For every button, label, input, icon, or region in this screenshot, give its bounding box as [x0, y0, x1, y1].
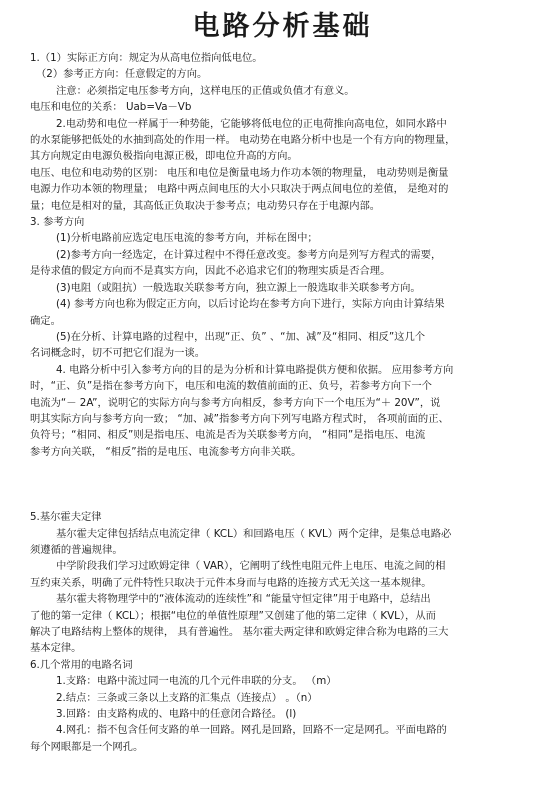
text-line: 1.支路：电路中流过同一电流的几个元件串联的分支。 （m） [56, 675, 337, 688]
text-line: 须遵循的普遍规律。 [30, 543, 123, 556]
text-line: 基尔霍夫将物理学中的“液体流动的连续性”和 “能量守恒定律”用于电路中，总结出 [56, 593, 431, 606]
text-line: 4. 电路分析中引入参考方向的目的是为分析和计算电路提供方便和依据。 应用参考方向 [56, 363, 454, 376]
text-line: 的水泵能够把低处的水抽到高处的作用一样。 电动势在电路分析中也是一个有方向的物理量， [30, 134, 456, 147]
document-body [30, 50, 535, 755]
text-line: 互约束关系，明确了元件特性只取决于元件本身而与电路的连接方式无关这一基本规律。 [30, 576, 432, 589]
text-line: 其方向规定由电源负极指向电源正极，即电位升高的方向。 [30, 150, 298, 163]
text-line: 电压、电位和电动势的区别： 电压和电位是衡量电场力作功本领的物理量， 电动势则是衡量 [30, 166, 449, 179]
text-line: 解决了电路结构上整体的规律， 具有普遍性。 基尔霍夫两定律和欧姆定律合称为电路的三大 [30, 626, 449, 638]
text-line: （2）参考正方向：任意假定的方向。 [36, 68, 208, 81]
text-line: (4) 参考方向也称为假定正方向，以后讨论均在参考方向下进行，实际方向由计算结果 [56, 298, 445, 311]
text-line: 是待求值的假定方向而不是真实方向，因此不必追求它们的物理实质是否合理。 [30, 265, 391, 278]
text-line: (2)参考方向一经选定，在计算过程中不得任意改变。参考方向是列写方程式的需要， [56, 248, 442, 261]
text-line: (1)分析电路前应选定电压电流的参考方向，并标在图中； [56, 232, 318, 245]
text-line: 电流为“－ 2A”，说明它的实际方向与参考方向相反，参考方向下一个电压为“＋ 20V”，说 [30, 396, 441, 409]
text-line: 时，“正、负”是指在参考方向下，电压和电流的数值前面的正、负号，若参考方向下一个 [30, 380, 432, 393]
text-line: (3)电阻（或阻抗）一般选取关联参考方向，独立源上一般选取非关联参考方向。 [56, 281, 421, 294]
text-line: 电压和电位的关系： Uab=Va－Vb [30, 101, 192, 114]
text-line: 5.基尔霍夫定律 [30, 511, 102, 524]
text-line: 每个网眼都是一个网孔。 [30, 740, 144, 753]
text-line: 了他的第一定律（ KCL）；根据“电位的单值性原理”又创建了他的第二定律（ KVL），从而 [30, 609, 436, 622]
text-line: 量；电位是相对的量，其高低正负取决于参考点；电动势只存在于电源内部。 [30, 199, 381, 212]
text-line: 基尔霍夫定律包括结点电流定律（ KCL）和回路电压（ KVL）两个定律，是集总电路必 [56, 527, 452, 540]
text-line: 2.电动势和电位一样属于一种势能，它能够将低电位的正电荷推向高电位，如同水路中 [56, 117, 447, 130]
text-line: 名词概念时，切不可把它们混为一谈。 [30, 347, 206, 360]
text-line: 基本定律。 [30, 642, 82, 655]
text-line: (5)在分析、计算电路的过程中，出现“正、负” 、“加、减”及“相同、相反”这几个 [56, 330, 426, 343]
text-line: 中学阶段我们学习过欧姆定律（ VAR），它阐明了线性电阻元件上电压、电流之间的相 [56, 560, 446, 573]
document-title: 电路分析基础 [192, 11, 373, 42]
text-line: 3. 参考方向 [30, 216, 85, 229]
text-line: 注意：必须指定电压参考方向，这样电压的正值或负值才有意义。 [56, 84, 355, 97]
text-line: 4.网孔：指不包含任何支路的单一回路。网孔是回路，回路不一定是网孔。平面电路的 [56, 724, 447, 737]
text-line: 明其实际方向与参考方向一致； “加、减”指参考方向下列写电路方程式时， 各项前面的正、 [30, 412, 449, 425]
text-line: 确定。 [30, 314, 61, 327]
text-line: 1.（1）实际正方向：规定为从高电位指向低电位。 [30, 52, 263, 64]
text-line: 6.几个常用的电路名词 [30, 658, 133, 671]
paragraph-gap [30, 476, 535, 493]
text-line: 参考方向关联， “相反”指的是电压、电流参考方向非关联。 [30, 445, 302, 458]
text-line: 负符号；“相同、相反”则是指电压、电流是否为关联参考方向， “相同”是指电压、电流 [30, 429, 426, 442]
text-line: 电源力作功本领的物理量； 电路中两点间电压的大小只取决于两点间电位的差值， 是绝对的 [30, 183, 449, 196]
text-line: 3.回路：由支路构成的、电路中的任意闭合路径。 (l) [56, 708, 297, 721]
text-line: 2.结点：三条或三条以上支路的汇集点（连接点） 。（n） [56, 691, 318, 704]
